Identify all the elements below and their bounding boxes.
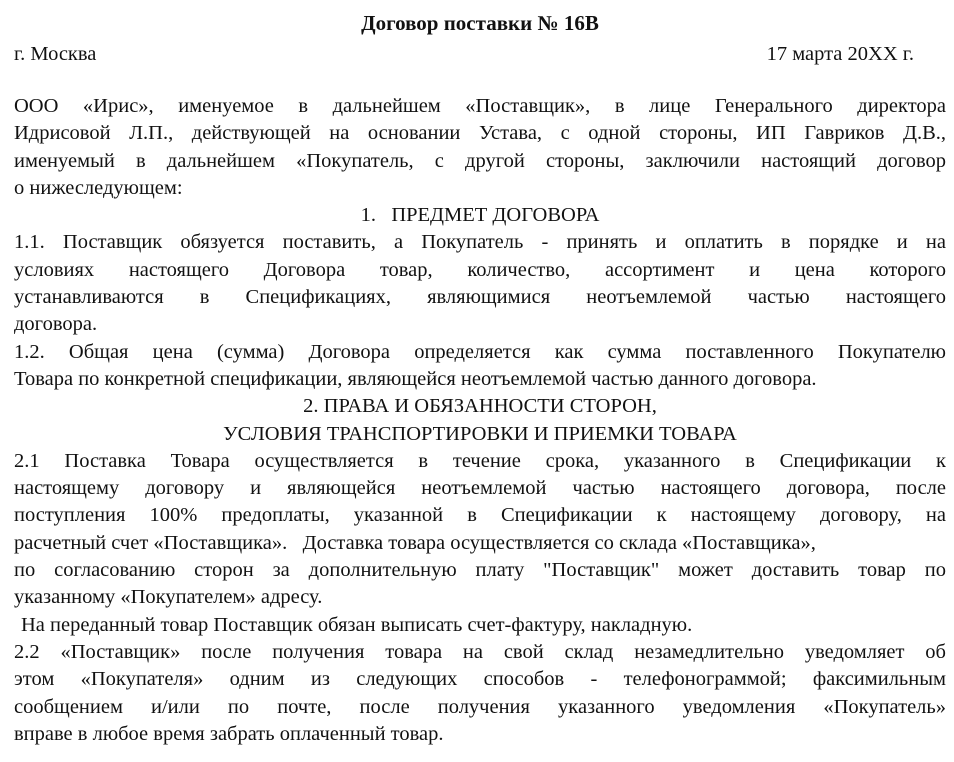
clause-1-1-line: условиях настоящего Договора товар, количество, ассортимент и цена которого (14, 258, 946, 281)
document-title: Договор поставки № 16В (361, 11, 599, 35)
clause-2-1-line: поступления 100% предоплаты, указанной в Спецификации к настоящему договору, на (14, 504, 946, 527)
clause-1-2-line: 1.2. Общая цена (сумма) Договора определяется как сумма поставленного Покупателю (14, 340, 946, 363)
preamble-line: о нижеследующем: (14, 176, 183, 199)
section-2-heading: УСЛОВИЯ ТРАНСПОРТИРОВКИ И ПРИЕМКИ ТОВАРА (223, 422, 737, 445)
clause-2-1-line: настоящему договору и являющейся неотъемлемой частью настоящего договора, после (14, 477, 946, 500)
clause-2-2-line: 2.2 «Поставщик» после получения товара на свой склад незамедлительно уведомляет об (14, 640, 946, 663)
section-2-heading: 2. ПРАВА И ОБЯЗАННОСТИ СТОРОН, (303, 395, 657, 418)
clause-2-1-line: по согласованию сторон за дополнительную плату "Поставщик" может доставить товар по (14, 559, 946, 582)
city: г. Москва (14, 43, 97, 65)
contract-body (14, 93, 946, 748)
clause-1-1-line: устанавливаются в Спецификациях, являющимися неотъемлемой частью настоящего (14, 286, 946, 309)
clause-1-1-line: 1.1. Поставщик обязуется поставить, а Покупатель - принять и оплатить в порядке и на (14, 231, 946, 254)
section-1-heading: 1. ПРЕДМЕТ ДОГОВОРА (360, 204, 600, 227)
clause-2-1-line: указанному «Покупателем» адресу. (14, 586, 323, 609)
preamble-line: именуемый в дальнейшем «Покупатель, с другой стороны, заключили настоящий договор (14, 149, 946, 172)
clause-2-2-line: этом «Покупателя» одним из следующих способов - телефонограммой; факсимильным (14, 668, 946, 691)
preamble-line: ООО «Ирис», именуемое в дальнейшем «Поставщик», в лице Генерального директора (14, 95, 946, 117)
clause-2-1-line: 2.1 Поставка Товара осуществляется в течение срока, указанного в Спецификации к (14, 449, 946, 472)
clause-1-1-line: договора. (14, 313, 98, 336)
preamble-line: Идрисовой Л.П., действующей на основании Устава, с одной стороны, ИП Гавриков Д.В., (14, 122, 946, 145)
invoice-note: На переданный товар Поставщик обязан выписать счет-фактуру, накладную. (21, 613, 693, 636)
clause-2-2-line: сообщением и/или по почте, после получения указанного уведомления «Покупатель» (14, 695, 946, 718)
contract-date: 17 марта 20ХХ г. (766, 43, 914, 65)
clause-1-2-line: Товара по конкретной спецификации, являющейся неотъемлемой частью данного договора. (14, 367, 817, 390)
clause-2-2-line: вправе в любое время забрать оплаченный товар. (14, 722, 444, 745)
clause-2-1-line: расчетный счет «Поставщика». Доставка товара осуществляется со склада «Поставщика», (14, 531, 816, 554)
